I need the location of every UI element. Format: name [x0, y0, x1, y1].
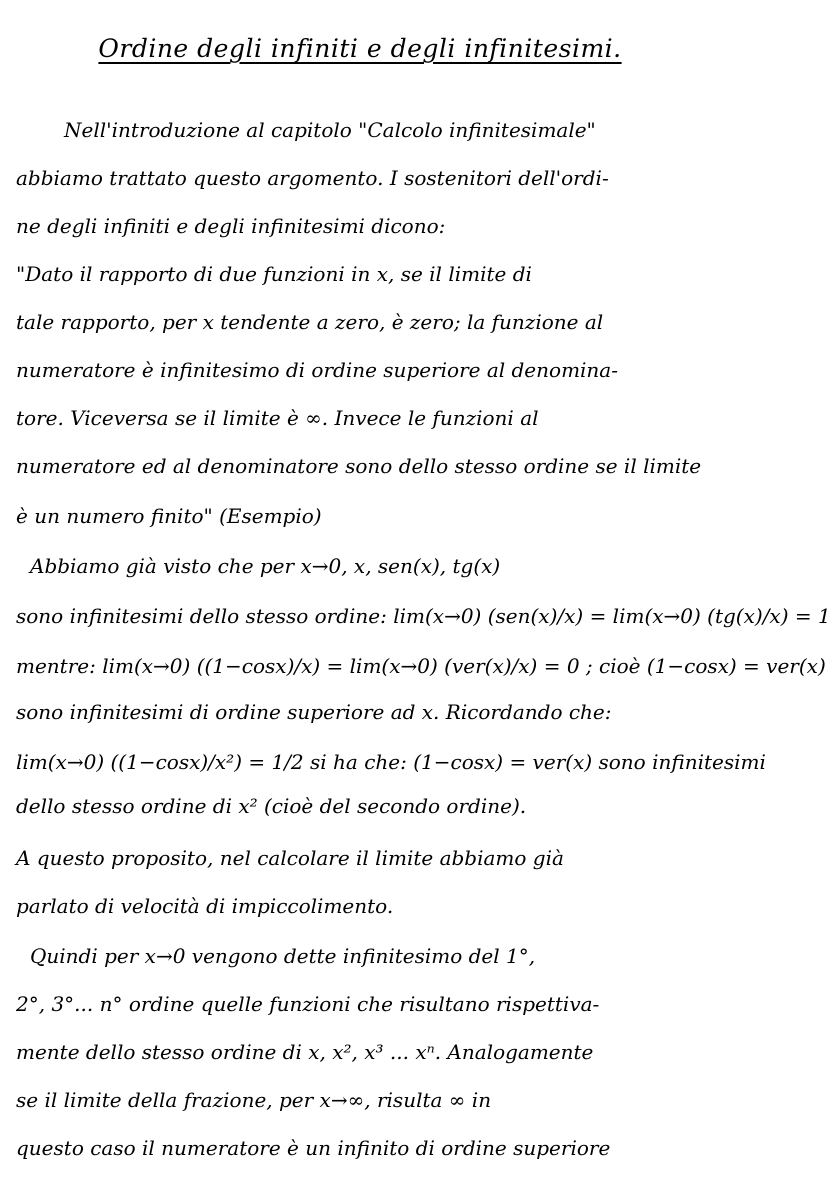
- text-line: sono infinitesimi dello stesso ordine: lim(x→0) (sen(x)/x) = lim(x→0) (tg(x)/x) = 1: [16, 604, 831, 628]
- text-line: A questo proposito, nel calcolare il limite abbiamo già: [16, 846, 564, 870]
- text-line: è un numero finito" (Esempio): [16, 504, 322, 528]
- text-line: ne degli infiniti e degli infinitesimi dicono:: [16, 214, 446, 238]
- text-line: parlato di velocità di impiccolimento.: [16, 894, 394, 918]
- text-line: sono infinitesimi di ordine superiore ad x. Ricordando che:: [16, 700, 612, 724]
- text-line: lim(x→0) ((1−cosx)/x²) = 1/2 si ha che: (1−cosx) = ver(x) sono infinitesimi: [16, 750, 766, 774]
- text-line: Nell'introduzione al capitolo "Calcolo infinitesimale": [64, 118, 596, 142]
- page-title: Ordine degli infiniti e degli infinitesimi.: [98, 34, 622, 63]
- text-line: tore. Viceversa se il limite è ∞. Invece le funzioni al: [16, 406, 539, 430]
- text-line: questo caso il numeratore è un infinito di ordine superiore: [16, 1136, 611, 1160]
- text-line: abbiamo trattato questo argomento. I sostenitori dell'ordi-: [16, 166, 609, 190]
- text-line: numeratore ed al denominatore sono dello stesso ordine se il limite: [16, 454, 702, 478]
- text-line: numeratore è infinitesimo di ordine superiore al denomina-: [16, 358, 618, 382]
- text-line: se il limite della frazione, per x→∞, risulta ∞ in: [16, 1088, 492, 1112]
- text-line: tale rapporto, per x tendente a zero, è zero; la funzione al: [16, 310, 604, 334]
- text-line: mente dello stesso ordine di x, x², x³ ... xⁿ. Analogamente: [16, 1040, 594, 1064]
- text-line: mentre: lim(x→0) ((1−cosx)/x) = lim(x→0) (ver(x)/x) = 0 ; cioè (1−cosx) = ver(x): [16, 654, 826, 678]
- text-line: Abbiamo già visto che per x→0, x, sen(x), tg(x): [30, 554, 501, 578]
- text-line: "Dato il rapporto di due funzioni in x, se il limite di: [16, 262, 532, 286]
- text-line: 2°, 3°... n° ordine quelle funzioni che risultano rispettiva-: [16, 992, 600, 1016]
- text-line: dello stesso ordine di x² (cioè del secondo ordine).: [16, 794, 527, 818]
- text-line: Quindi per x→0 vengono dette infinitesimo del 1°,: [30, 944, 536, 968]
